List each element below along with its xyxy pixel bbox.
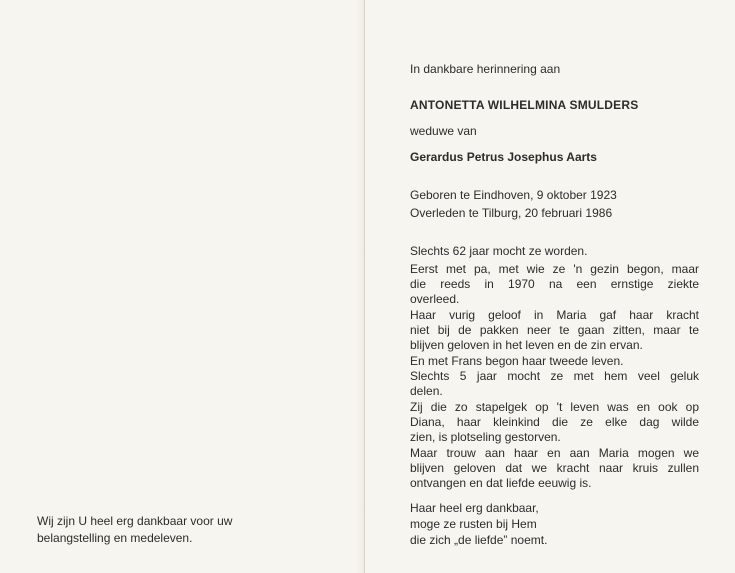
- birth-line: Geboren te Eindhoven, 9 oktober 1923: [410, 188, 617, 202]
- spouse-name: Gerardus Petrus Josephus Aarts: [410, 150, 597, 164]
- poem-stanza-4: [410, 354, 699, 399]
- poem-stanza-2: [410, 262, 699, 307]
- poem-line: Diana, haar kleinkind die ze elke dag wilde: [410, 415, 699, 429]
- poem-line: zien, is plotseling gestorven.: [410, 430, 561, 444]
- closing-line: moge ze rusten bij Hem: [410, 517, 537, 531]
- poem-stanza-5: [410, 400, 699, 445]
- thanks-line-1: Wij zijn U heel erg dankbaar voor uw: [37, 514, 233, 528]
- poem-line: Slechts 62 jaar mocht ze worden.: [410, 244, 588, 258]
- poem-line: ontvangen en dat liefde eeuwig is.: [410, 476, 592, 490]
- poem-line: blijven geloven dat we kracht naar kruis zullen: [410, 461, 699, 475]
- poem-line: Haar vurig geloof in Maria gaf haar kracht: [410, 308, 699, 322]
- poem-line: Slechts 5 jaar mocht ze met hem veel geluk: [410, 369, 699, 383]
- poem-line: blijven geloven in het leven en de zin ervan.: [410, 338, 643, 352]
- fold-shadow: [356, 0, 364, 573]
- closing-line: Haar heel erg dankbaar,: [410, 501, 539, 515]
- death-line: Overleden te Tilburg, 20 februari 1986: [410, 206, 613, 220]
- poem-stanza-1: [410, 244, 699, 259]
- poem-stanza-3: [410, 308, 699, 353]
- deceased-name: ANTONETTA WILHELMINA SMULDERS: [410, 98, 639, 112]
- poem-line: Eerst met pa, met wie ze 'n gezin begon, maar: [410, 262, 699, 276]
- poem-line: Maar trouw aan haar en aan Maria mogen we: [410, 446, 699, 460]
- thanks-note: [37, 513, 277, 547]
- widow-of-line: weduwe van: [410, 124, 477, 138]
- thanks-line-2: belangstelling en medeleven.: [37, 531, 193, 545]
- poem-line: delen.: [410, 384, 443, 398]
- poem-stanza-6: [410, 446, 699, 491]
- poem-line: niet bij de pakken neer te gaan zitten, maar te: [410, 323, 699, 337]
- poem-line: En met Frans begon haar tweede leven.: [410, 354, 624, 368]
- poem-line: die reeds in 1970 na een ernstige ziekte: [410, 277, 699, 291]
- card-fold-line: [364, 0, 365, 573]
- poem-line: overleed.: [410, 292, 460, 306]
- poem-line: Zij die zo stapelgek op 't leven was en ook op: [410, 400, 699, 414]
- closing-prayer: [410, 500, 547, 548]
- closing-line: die zich „de liefde” noemt.: [410, 533, 548, 547]
- intro-line: In dankbare herinnering aan: [410, 62, 561, 76]
